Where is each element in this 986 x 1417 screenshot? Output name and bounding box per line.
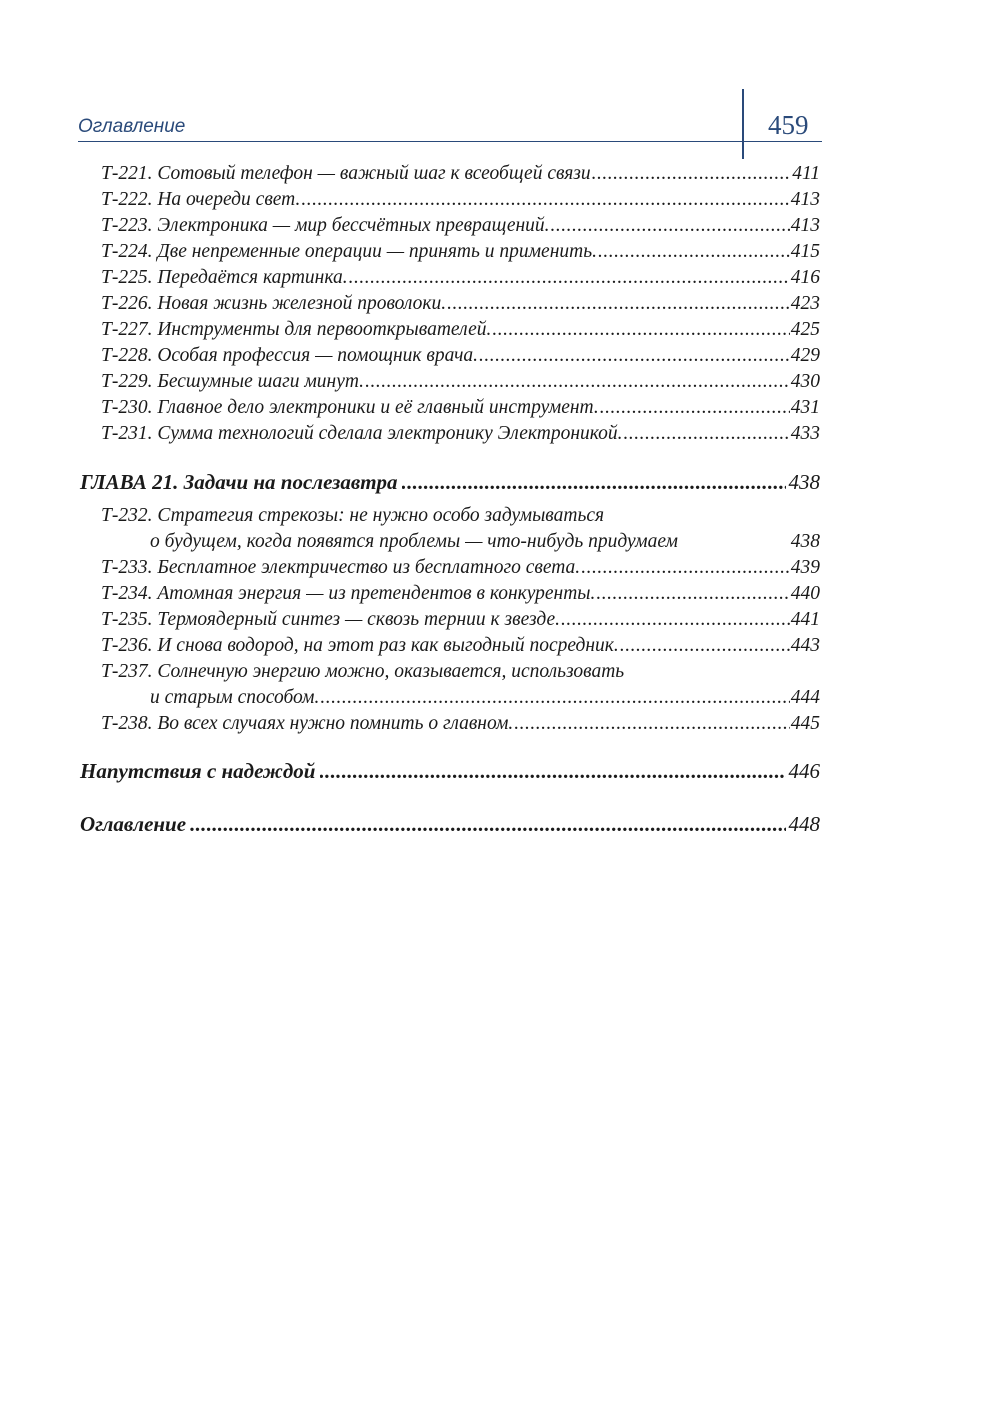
toc-entry-page: 430 xyxy=(790,371,820,392)
leader-dots xyxy=(349,265,790,291)
toc-entry-title: Т-227. Инструменты для первооткрывателей. xyxy=(101,319,492,340)
page-number: 459 xyxy=(768,110,809,140)
toc-entry-title: и старым способом. xyxy=(150,687,320,708)
toc-entry-title: Т-234. Атомная энергия — из претендентов в конкуренты. xyxy=(101,583,596,604)
toc-entry[interactable] xyxy=(101,395,820,421)
toc-entry-title: Т-238. Во всех случаях нужно помнить о главном. xyxy=(101,713,514,734)
toc-entry-page: 443 xyxy=(790,635,820,656)
chapter-title: ГЛАВА 21. Задачи на послезавтра xyxy=(80,470,398,494)
toc-entry-title: Т-230. Главное дело электроники и её главный инструмент. xyxy=(101,397,599,418)
leader-dots xyxy=(301,187,789,213)
toc-entry[interactable] xyxy=(101,239,820,265)
toc-entry-title: Т-225. Передаётся картинка. xyxy=(101,267,348,288)
toc-entry-title: Т-226. Новая жизнь железной проволоки. xyxy=(101,293,447,314)
toc-entry[interactable] xyxy=(101,581,820,607)
toc-entry[interactable] xyxy=(101,265,820,291)
toc-entry-page: 429 xyxy=(790,345,820,366)
toc-entry-page: 439 xyxy=(790,557,820,578)
toc-entry[interactable] xyxy=(101,161,820,187)
toc-entry-title: Т-236. И снова водород, на этот раз как выгодный посредник. xyxy=(101,635,619,656)
toc-entry-title: Т-231. Сумма технологий сделала электронику Электроникой. xyxy=(101,423,623,444)
toc-entry-page: 425 xyxy=(790,319,820,340)
toc-entry-page: 433 xyxy=(790,423,820,444)
toc-entry-title: Т-221. Сотовый телефон — важный шаг к всеобщей связи xyxy=(101,163,591,184)
header-vertical-rule xyxy=(742,89,744,159)
toc-entry[interactable] xyxy=(101,369,820,395)
toc-entry-page: 445 xyxy=(790,713,820,734)
toc-entry-continuation[interactable] xyxy=(150,529,820,555)
toc-entry-title: Т-233. Бесплатное электричество из бесплатного света. xyxy=(101,557,581,578)
leader-dots xyxy=(447,291,790,317)
toc-entry[interactable] xyxy=(101,187,820,213)
chapter-page: 446 xyxy=(788,759,820,783)
chapter-page: 438 xyxy=(788,470,820,494)
chapter-title: Оглавление xyxy=(80,812,187,836)
leader-dots xyxy=(479,343,790,369)
toc-entry-title: Т-223. Электроника — мир бессчётных превращений. xyxy=(101,215,550,236)
toc-contents[interactable] xyxy=(80,809,820,839)
toc-farewell[interactable] xyxy=(80,756,820,786)
leader-dots xyxy=(598,239,790,265)
toc-entry[interactable] xyxy=(101,291,820,317)
leader-dots xyxy=(320,685,789,711)
toc-entry[interactable] xyxy=(101,317,820,343)
toc-entry-page: 413 xyxy=(790,189,820,210)
leader-dots xyxy=(561,607,790,633)
toc-chapter-21[interactable] xyxy=(80,467,820,497)
toc-entry-page: 423 xyxy=(790,293,820,314)
leader-dots xyxy=(600,395,790,421)
toc-entry-title: Т-228. Особая профессия — помощник врача. xyxy=(101,345,479,366)
leader-dots xyxy=(592,161,792,187)
toc-entry[interactable] xyxy=(101,659,820,685)
toc-entry[interactable] xyxy=(101,555,820,581)
leader-dots xyxy=(492,317,789,343)
leader-dots xyxy=(320,756,786,786)
toc-entry-page: 431 xyxy=(790,397,820,418)
leader-dots xyxy=(551,213,790,239)
toc-entry-title: Т-235. Термоядерный синтез — сквозь тернии к звезде. xyxy=(101,609,561,630)
toc-entry-page: 440 xyxy=(790,583,820,604)
leader-dots xyxy=(596,581,789,607)
toc-entry-page: 416 xyxy=(790,267,820,288)
running-head-title: Оглавление xyxy=(78,116,186,137)
toc-entry[interactable] xyxy=(101,607,820,633)
toc-entry-continuation[interactable] xyxy=(150,685,820,711)
leader-dots xyxy=(624,421,790,447)
leader-dots xyxy=(581,555,790,581)
leader-dots xyxy=(514,711,789,737)
toc-entry-page: 444 xyxy=(790,687,820,708)
chapter-title: Напутствия с надеждой xyxy=(80,759,316,783)
toc-entry-title: Т-237. Солнечную энергию можно, оказывается, использовать xyxy=(101,661,625,682)
toc-entry[interactable] xyxy=(101,711,820,737)
leader-dots xyxy=(365,369,790,395)
leader-dots xyxy=(402,467,786,497)
header-horizontal-rule xyxy=(78,141,822,142)
chapter-page: 448 xyxy=(788,812,820,836)
leader-dots xyxy=(620,633,790,659)
toc-entry-title: Т-222. На очереди свет. xyxy=(101,189,301,210)
leader-dots xyxy=(190,809,785,839)
toc-entry[interactable] xyxy=(101,343,820,369)
toc-entry-page: 438 xyxy=(790,531,820,552)
toc-entry-title: о будущем, когда появятся проблемы — что-нибудь придумаем xyxy=(150,531,678,552)
toc-entry[interactable] xyxy=(101,421,820,447)
toc-entry-title: Т-229. Бесшумные шаги минут. xyxy=(101,371,365,392)
toc-entry-title: Т-224. Две непременные операции — принять и применить. xyxy=(101,241,597,262)
toc-entry[interactable] xyxy=(101,213,820,239)
toc-entry[interactable] xyxy=(101,633,820,659)
toc-entry-page: 415 xyxy=(790,241,820,262)
toc-entry-page: 441 xyxy=(790,609,820,630)
toc-entry[interactable] xyxy=(101,503,820,529)
toc-entry-page: 411 xyxy=(792,163,820,184)
toc-entry-title: Т-232. Стратегия стрекозы: не нужно особо задумываться xyxy=(101,505,605,526)
toc-entry-page: 413 xyxy=(790,215,820,236)
